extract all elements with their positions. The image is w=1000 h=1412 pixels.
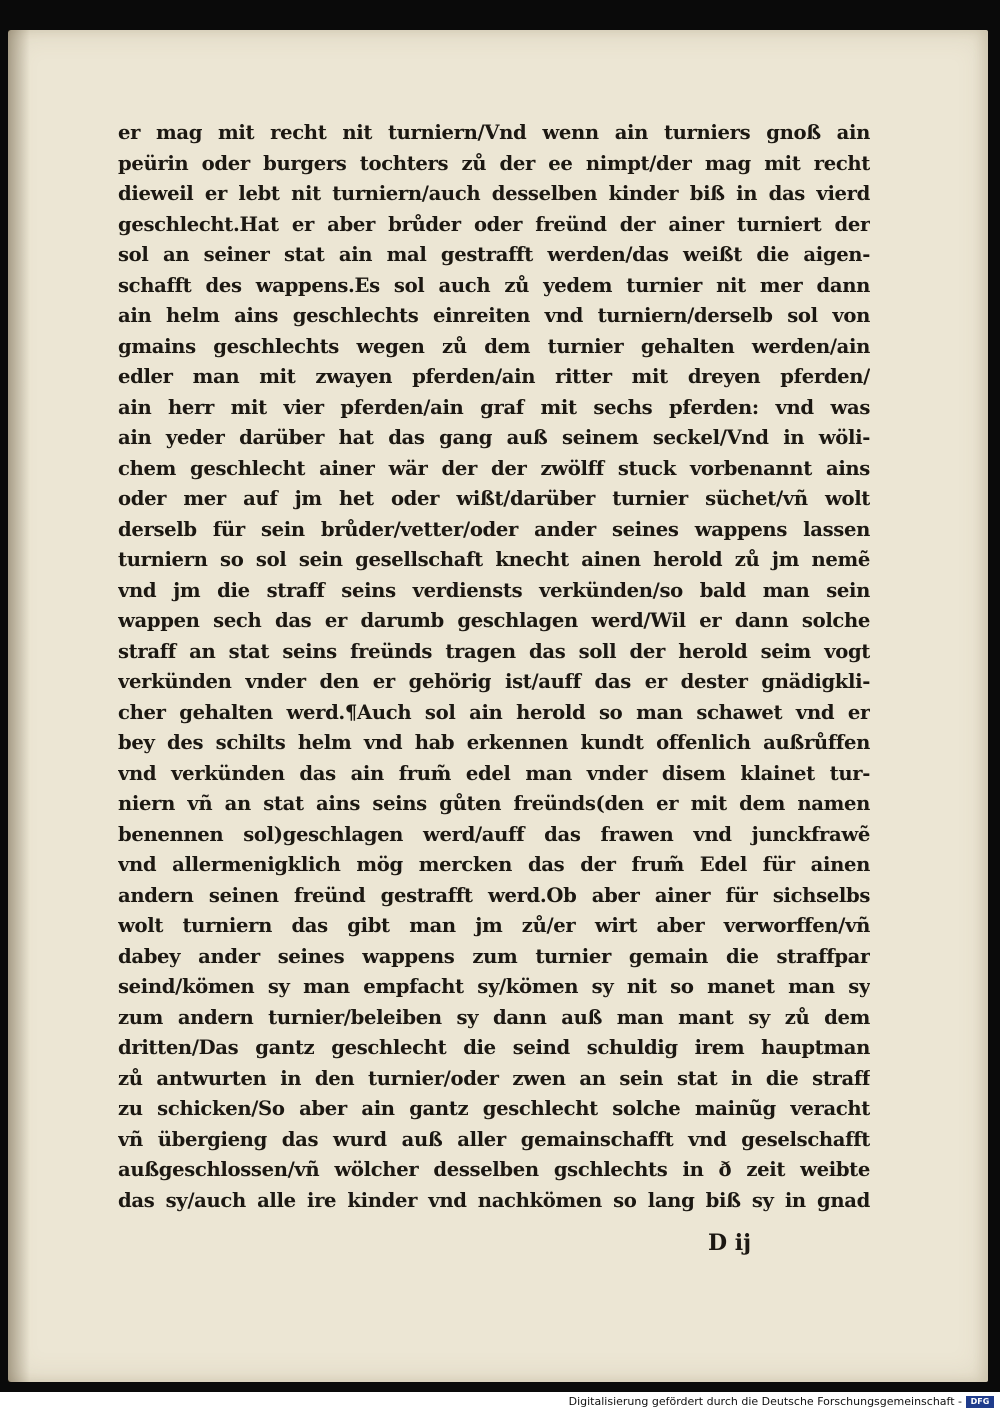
- text-line: peürin oder burgers tochters zů der ee nimpt/der mag mit recht: [118, 151, 870, 175]
- text-line: chem geschlecht ainer wär der der zwölff stuck vorbenannt ains: [118, 456, 870, 480]
- signature-mark: D ij: [708, 1230, 752, 1256]
- text-line: gmains geschlechts wegen zů dem turnier gehalten werden/ain: [118, 334, 870, 358]
- text-line: verkünden vnder den er gehörig ist/auff das er dester gnädigkli-: [118, 670, 870, 693]
- text-line: wolt turniern das gibt man jm zů/er wirt aber verworffen/vñ: [118, 914, 870, 937]
- text-line: cher gehalten werd.¶Auch sol ain herold so man schawet vnd er: [118, 700, 870, 724]
- text-line: benennen sol)geschlagen werd/auff das frawen vnd junckfrawẽ: [118, 822, 870, 846]
- text-line: straff an stat seins freünds tragen das soll der herold seim vogt: [118, 639, 870, 663]
- text-line: zu schicken/So aber ain gantz geschlecht solche mainũg veracht: [118, 1097, 870, 1120]
- footer-credit: Digitalisierung gefördert durch die Deutsche Forschungsgemeinschaft -: [568, 1395, 962, 1408]
- text-line: vñ übergieng das wurd auß aller gemainschafft vnd geselschafft: [118, 1127, 870, 1151]
- text-line: vnd allermenigklich mög mercken das der frum̃ Edel für ainen: [118, 853, 870, 876]
- page-gutter: [8, 30, 30, 1382]
- text-line: derselb für sein brůder/vetter/oder ander seines wappens lassen: [118, 517, 870, 541]
- text-line: bey des schilts helm vnd hab erkennen kundt offenlich außrůffen: [118, 731, 870, 754]
- text-line: außgeschlossen/vñ wölcher desselben gschlechts in ð zeit weibte: [118, 1158, 870, 1181]
- text-line: turniern so sol sein gesellschaft knecht ainen herold zů jm nemẽ: [118, 548, 870, 571]
- text-line: dritten/Das gantz geschlecht die seind schuldig irem hauptman: [118, 1036, 870, 1059]
- text-line: wappen sech das er darumb geschlagen werd/Wil er dann solche: [118, 609, 870, 632]
- footer-bar: [0, 1392, 1000, 1412]
- text-line: edler man mit zwayen pferden/ain ritter mit dreyen pferden/: [118, 365, 870, 388]
- text-line: sol an seiner stat ain mal gestrafft werden/das weißt die aigen-: [118, 243, 870, 266]
- book-page: [8, 30, 988, 1382]
- text-line: dieweil er lebt nit turniern/auch desselben kinder biß in das vierd: [118, 182, 870, 205]
- text-line: vnd jm die straff seins verdiensts verkünden/so bald man sein: [118, 578, 870, 602]
- text-line: seind/kömen sy man empfacht sy/kömen sy nit so manet man sy: [118, 975, 870, 998]
- text-line: das sy/auch alle ire kinder vnd nachkömen so lang biß sy in gnad: [118, 1188, 870, 1212]
- text-block: [118, 118, 870, 1216]
- dfg-logo: DFG: [966, 1396, 994, 1408]
- text-line: er mag mit recht nit turniern/Vnd wenn ain turniers gnoß ain: [118, 121, 870, 144]
- text-line: geschlecht.Hat er aber brůder oder freünd der ainer turniert der: [118, 212, 870, 236]
- text-line: zum andern turnier/beleiben sy dann auß man mant sy zů dem: [118, 1005, 870, 1029]
- text-line: dabey ander seines wappens zum turnier gemain die straffpar: [118, 944, 870, 968]
- text-line: ain herr mit vier pferden/ain graf mit sechs pferden: vnd was: [118, 395, 870, 419]
- text-line: niern vñ an stat ains seins gůten freünds(den er mit dem namen: [118, 792, 870, 815]
- text-line: andern seinen freünd gestrafft werd.Ob aber ainer für sichselbs: [118, 883, 870, 907]
- text-line: ain yeder darüber hat das gang auß seinem seckel/Vnd in wöli-: [118, 426, 870, 449]
- text-line: ain helm ains geschlechts einreiten vnd turniern/derselb sol von: [118, 304, 870, 327]
- text-line: vnd verkünden das ain frum̃ edel man vnder disem klainet tur-: [118, 761, 870, 785]
- text-line: zů antwurten in den turnier/oder zwen an sein stat in die straff: [118, 1066, 870, 1090]
- text-line: schafft des wappens.Es sol auch zů yedem turnier nit mer dann: [118, 273, 870, 297]
- text-line: oder mer auf jm het oder wißt/darüber turnier süchet/vñ wolt: [118, 487, 870, 510]
